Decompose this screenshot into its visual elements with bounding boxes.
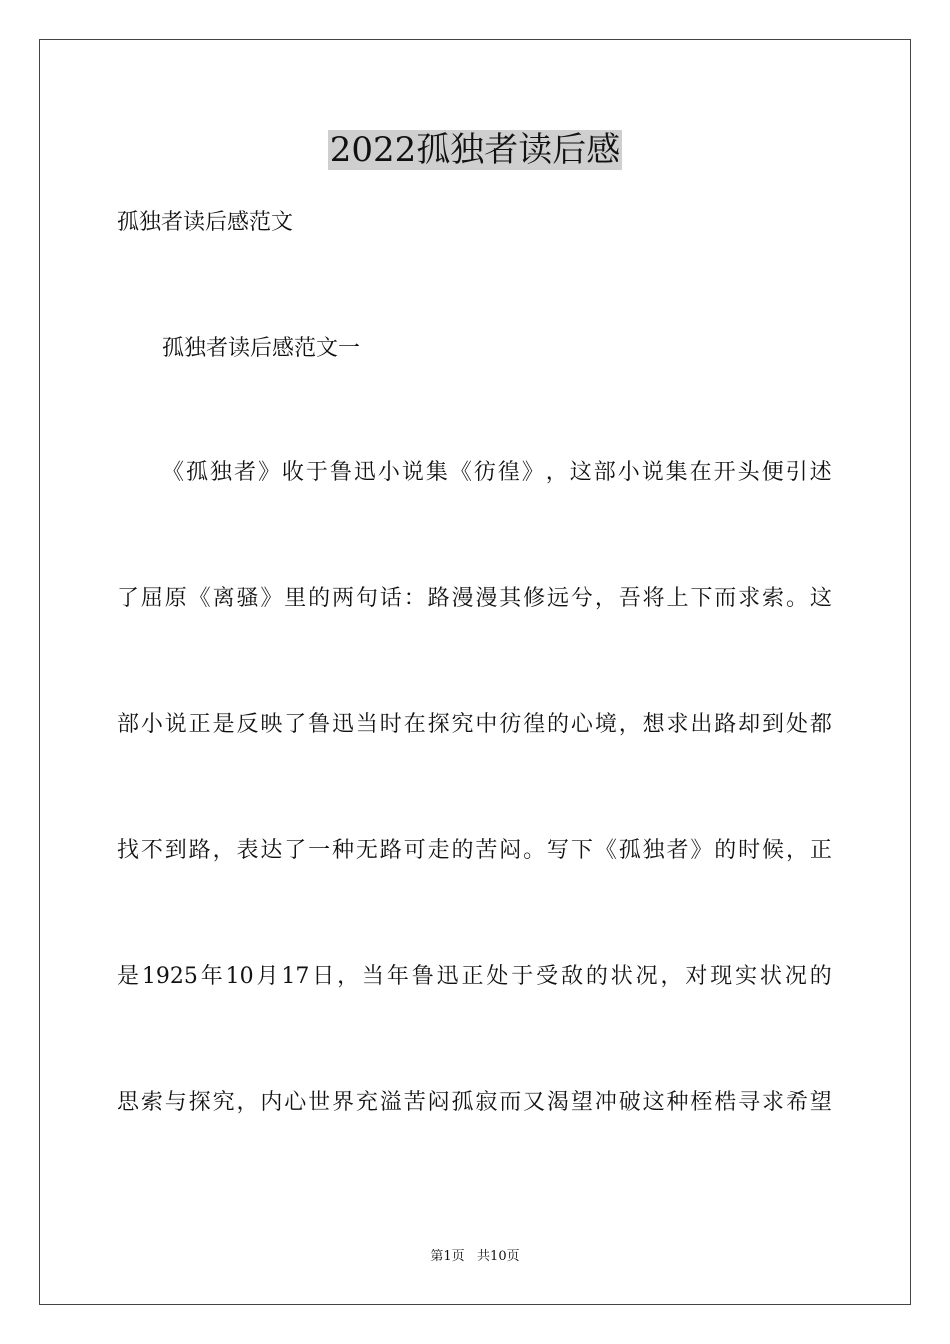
body-text — [117, 458, 832, 1214]
document-subtitle: 孤独者读后感范文 — [117, 210, 294, 235]
page-number-footer: 第1页 共10页 — [430, 1249, 520, 1264]
section-heading: 孤独者读后感范文一 — [162, 336, 361, 361]
body-line: 思 索 与 探 究 ， 内 心 世 界 充 溢 苦 闷 孤 寂 而 又 渴 望 冲 破 这 种 桎 梏 寻 求 希 望 — [117, 1090, 832, 1115]
document-title-text: 2022孤独者读后感 — [329, 130, 621, 170]
body-line: 是 1925 年 10 月 17 日 ， 当 年 鲁 迅 正 处 于 受 敌 的 状 况 ， 对 现 实 状 况 的 — [117, 964, 832, 989]
body-line: 了 屈 原 《 离 骚 》 里 的 两 句 话 ： 路 漫 漫 其 修 远 兮 ， 吾 将 上 下 而 求 索 。 这 — [117, 586, 832, 611]
body-line: 部 小 说 正 是 反 映 了 鲁 迅 当 时 在 探 究 中 彷 徨 的 心 境 ， 想 求 出 路 却 到 处 都 — [117, 712, 832, 737]
document-title — [0, 128, 950, 172]
body-line: 找 不 到 路 ， 表 达 了 一 种 无 路 可 走 的 苦 闷 。 写 下 《 孤 独 者 》 的 时 候 ， 正 — [117, 838, 832, 863]
body-line: 《 孤 独 者 》 收 于 鲁 迅 小 说 集 《 彷 徨 》 ， 这 部 小 说 集 在 开 头 便 引 述 — [162, 460, 832, 485]
